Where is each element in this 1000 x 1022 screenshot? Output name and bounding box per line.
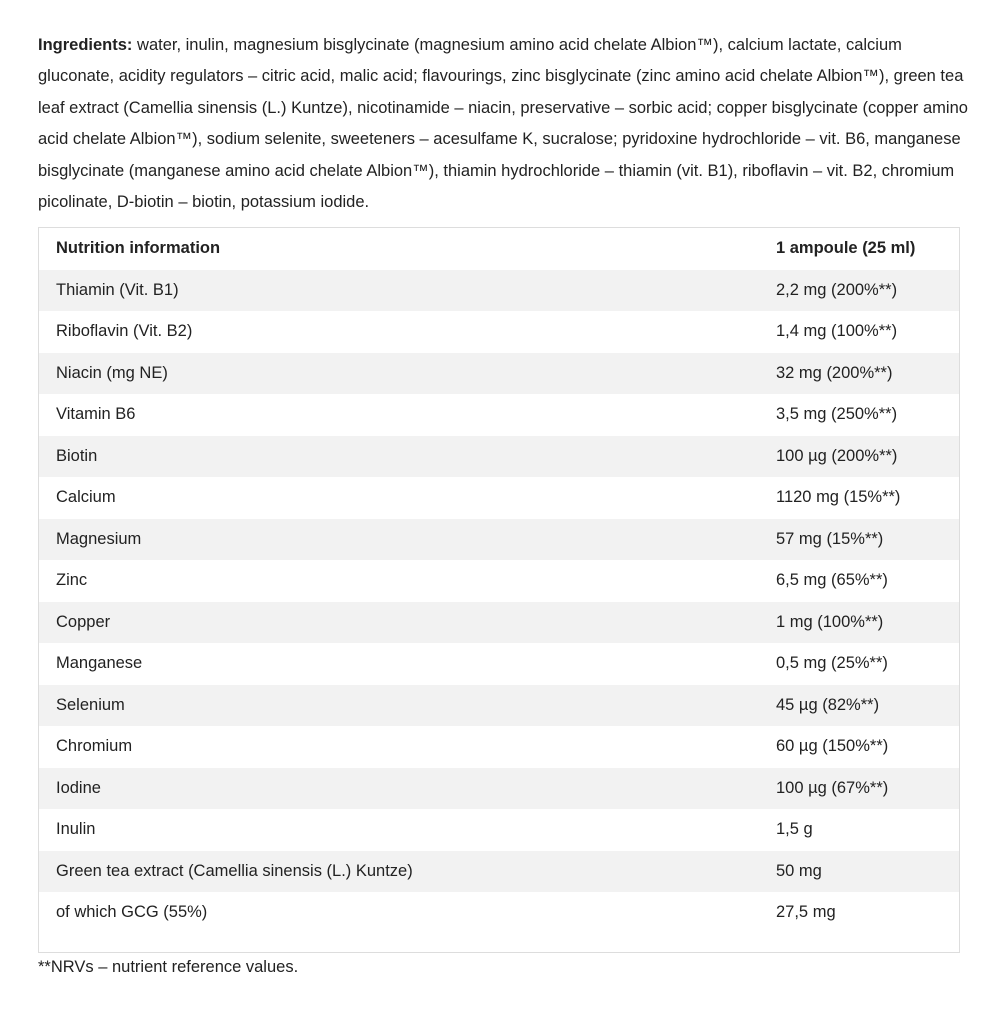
table-row	[39, 602, 959, 644]
nutrient-name: of which GCG (55%)	[39, 892, 759, 934]
nutrient-name: Chromium	[39, 726, 759, 768]
table-row	[39, 768, 959, 810]
table-row	[39, 560, 959, 602]
nutrient-name: Thiamin (Vit. B1)	[39, 270, 759, 312]
nutrition-table	[39, 228, 959, 934]
header-per-ampoule: 1 ampoule (25 ml)	[776, 239, 916, 258]
footnote: **NRVs – nutrient reference values.	[38, 958, 299, 976]
ingredients-text: water, inulin, magnesium bisglycinate (magnesium amino acid chelate Albion™), calcium lactate, calcium gluconate, acidity regulators – citric acid, malic acid; flavourings, zinc bisglycinate (zinc amino acid chelate Albion™), green tea leaf extract (Camellia sinensis (L.) Kuntze), nicotinamide – niacin, preservative – sorbic acid; copper bisglycinate (copper amino acid chelate Albion™), sodium selenite, sweeteners – acesulfame K, sucralose; pyridoxine hydrochloride – vit. B6, manganese bisglycinate (manganese amino acid chelate Albion™), thiamin hydrochloride – thiamin (vit. B1), riboflavin – vit. B2, chromium picolinate, D-biotin – biotin, potassium iodide.	[38, 36, 968, 212]
nutrient-name: Selenium	[39, 685, 759, 727]
nutrient-amount: 100 µg (200%**)	[759, 436, 959, 478]
nutrient-name: Green tea extract (Camellia sinensis (L.) Kuntze)	[39, 851, 759, 893]
table-row	[39, 726, 959, 768]
nutrient-name: Vitamin B6	[39, 394, 759, 436]
table-row	[39, 643, 959, 685]
nutrient-amount: 27,5 mg	[759, 892, 959, 934]
table-row	[39, 685, 959, 727]
nutrient-amount: 100 µg (67%**)	[759, 768, 959, 810]
nutrient-name: Niacin (mg NE)	[39, 353, 759, 395]
nutrient-amount: 57 mg (15%**)	[759, 519, 959, 561]
table-row	[39, 519, 959, 561]
table-row	[39, 311, 959, 353]
nutrient-name: Inulin	[39, 809, 759, 851]
table-row	[39, 892, 959, 934]
nutrient-amount: 6,5 mg (65%**)	[759, 560, 959, 602]
nutrient-name: Manganese	[39, 643, 759, 685]
nutrient-amount: 2,2 mg (200%**)	[759, 270, 959, 312]
header-nutrition-information: Nutrition information	[56, 239, 221, 258]
table-row	[39, 436, 959, 478]
table-row	[39, 809, 959, 851]
nutrient-name: Calcium	[39, 477, 759, 519]
nutrient-name: Zinc	[39, 560, 759, 602]
nutrient-amount: 60 µg (150%**)	[759, 726, 959, 768]
table-row	[39, 394, 959, 436]
table-row	[39, 270, 959, 312]
table-row	[39, 477, 959, 519]
nutrient-name: Copper	[39, 602, 759, 644]
nutrient-amount: 1,5 g	[759, 809, 959, 851]
nutrient-amount: 3,5 mg (250%**)	[759, 394, 959, 436]
nutrient-amount: 1,4 mg (100%**)	[759, 311, 959, 353]
nutrient-name: Iodine	[39, 768, 759, 810]
table-row	[39, 353, 959, 395]
nutrition-table-container	[38, 227, 960, 953]
nutrition-table-body	[39, 228, 959, 934]
nutrient-amount: 45 µg (82%**)	[759, 685, 959, 727]
nutrient-amount: 32 mg (200%**)	[759, 353, 959, 395]
ingredients-paragraph	[38, 30, 968, 218]
nutrient-name: Magnesium	[39, 519, 759, 561]
table-row	[39, 851, 959, 893]
nutrient-amount: 0,5 mg (25%**)	[759, 643, 959, 685]
nutrient-amount: 1120 mg (15%**)	[759, 477, 959, 519]
nutrient-amount: 50 mg	[759, 851, 959, 893]
ingredients-label: Ingredients:	[38, 36, 133, 54]
nutrient-name: Riboflavin (Vit. B2)	[39, 311, 759, 353]
nutrient-amount: 1 mg (100%**)	[759, 602, 959, 644]
nutrient-name: Biotin	[39, 436, 759, 478]
table-header-row	[39, 228, 959, 270]
